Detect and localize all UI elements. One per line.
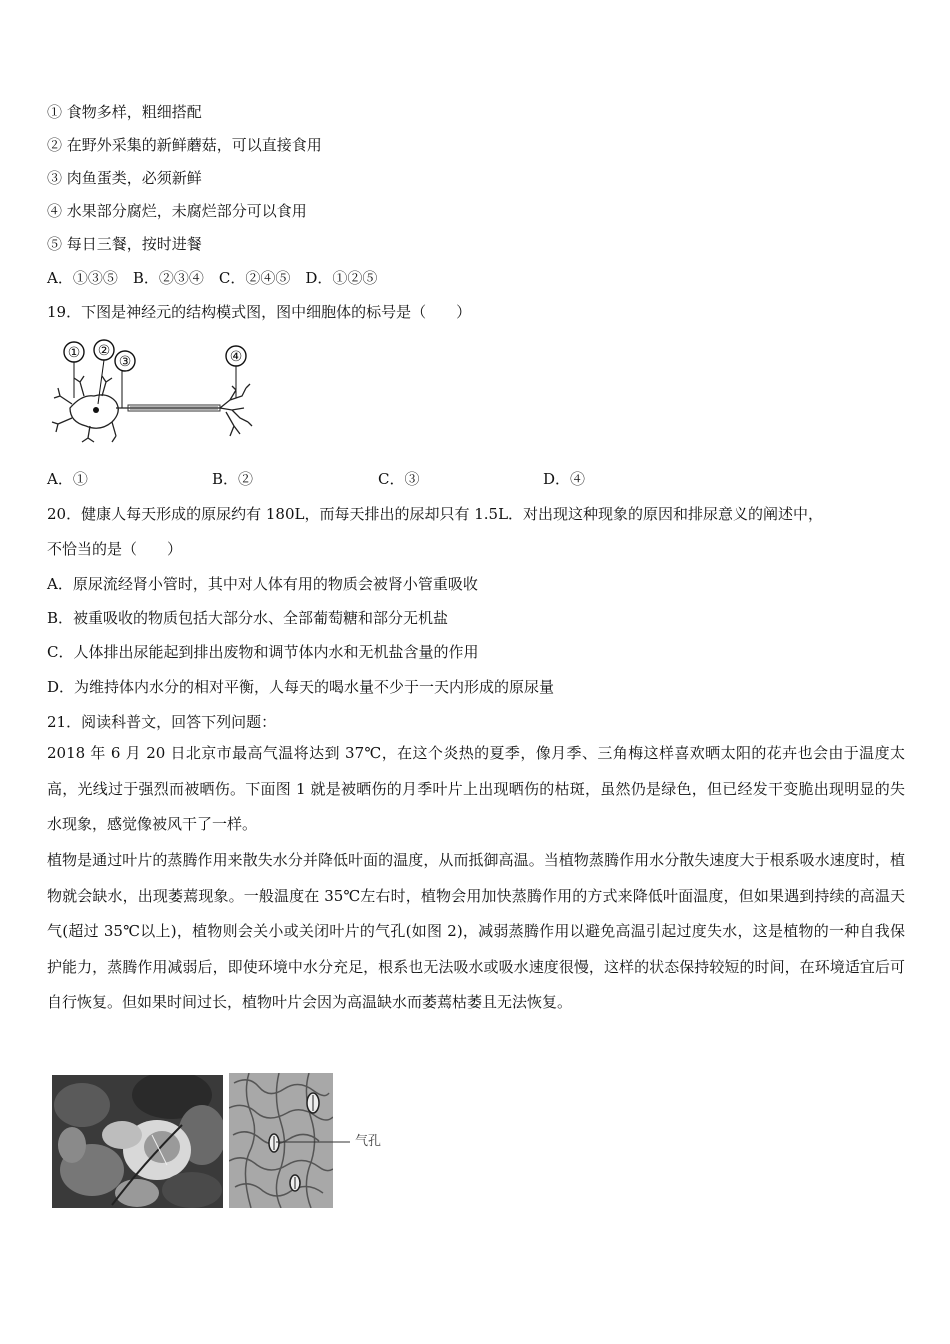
q20-stem-line2: 不恰当的是（ ） (47, 540, 183, 558)
q18-options: A．①③⑤ B．②③④ C．②④⑤ D．①②⑤ (47, 269, 378, 287)
q18-item-1: ① 食物多样，粗细搭配 (47, 103, 202, 121)
q20-stem-line1: 20．健康人每天形成的原尿约有 180L，而每天排出的尿却只有 1.5L．对出现这种现象的原因和排尿意义的阐述中， (47, 505, 824, 523)
nucleus (93, 407, 99, 413)
q20-option-c: C．人体排出尿能起到排出废物和调节体内水和无机盐含量的作用 (47, 643, 479, 661)
q20-option-d: D．为维持体内水分的相对平衡，人每天的喝水量不少于一天内形成的原尿量 (47, 678, 555, 696)
q20-option-b: B．被重吸收的物质包括大部分水、全部葡萄糖和部分无机盐 (47, 609, 449, 627)
q19-option-b: B．② (212, 470, 254, 488)
q19-option-c: C．③ (378, 470, 420, 488)
stoma (290, 1175, 300, 1191)
neuron-axon (116, 405, 220, 411)
q18-item-3: ③ 肉鱼蛋类，必须新鲜 (47, 169, 202, 187)
q20-option-a: A．原尿流经肾小管时，其中对人体有用的物质会被肾小管重吸收 (47, 575, 478, 593)
q18-item-5: ⑤ 每日三餐，按时进餐 (47, 235, 202, 253)
neuron-cell-body (52, 376, 118, 442)
neuron-diagram (50, 338, 260, 443)
q19-option-a: A．① (47, 470, 88, 488)
stomata-leader-line (274, 1130, 354, 1150)
stoma (307, 1093, 319, 1113)
figure-1-rose-leaves-photo (52, 1075, 223, 1208)
label-1: ① (67, 345, 81, 361)
q19-option-d: D．④ (543, 470, 586, 488)
label-4: ④ (229, 349, 243, 365)
stomata-label: 气孔 (355, 1134, 382, 1149)
q21-stem: 21．阅读科普文，回答下列问题： (47, 713, 277, 731)
q21-paragraph-1: 2018 年 6 月 20 日北京市最高气温将达到 37℃，在这个炎热的夏季，像月季、三角梅这样喜欢晒太阳的花卉也会由于温度太高，光线过于强烈而被晒伤。下面图 1 就是被晒伤的月季叶片上出现晒伤的枯斑，虽然仍是绿色，但已经发干变脆出现明显的失水现象，感觉像被风干了一样。 (47, 744, 905, 833)
q18-item-4: ④ 水果部分腐烂，未腐烂部分可以食用 (47, 202, 307, 220)
q21-paragraph-2: 植物是通过叶片的蒸腾作用来散失水分并降低叶面的温度，从而抵御高温。当植物蒸腾作用水分散失速度大于根系吸水速度时，植物就会缺水，出现萎蔫现象。一般温度在 35℃左右时，植物会用加快蒸腾作用的方式来降低叶面温度，但如果遇到持续的高温天气(超过 35℃以上)，植物则会关小或关闭叶片的气孔(如图 2)，减弱蒸腾作用以避免高温引起过度失水，这是植物的一种自我保护能力，蒸腾作用减弱后，即使环境中水分充足，根系也无法吸水或吸水速度很慢，这样的状态保持较短的时间，在环境适宜后可自行恢复。但如果时间过长，植物叶片会因为高温缺水而萎蔫枯萎且无法恢复。 (47, 851, 905, 1011)
q18-item-2: ② 在野外采集的新鲜蘑菇，可以直接食用 (47, 136, 322, 154)
label-2: ② (97, 343, 111, 359)
q19-stem: 19．下图是神经元的结构模式图，图中细胞体的标号是（ ） (47, 303, 472, 321)
label-3: ③ (118, 354, 132, 370)
